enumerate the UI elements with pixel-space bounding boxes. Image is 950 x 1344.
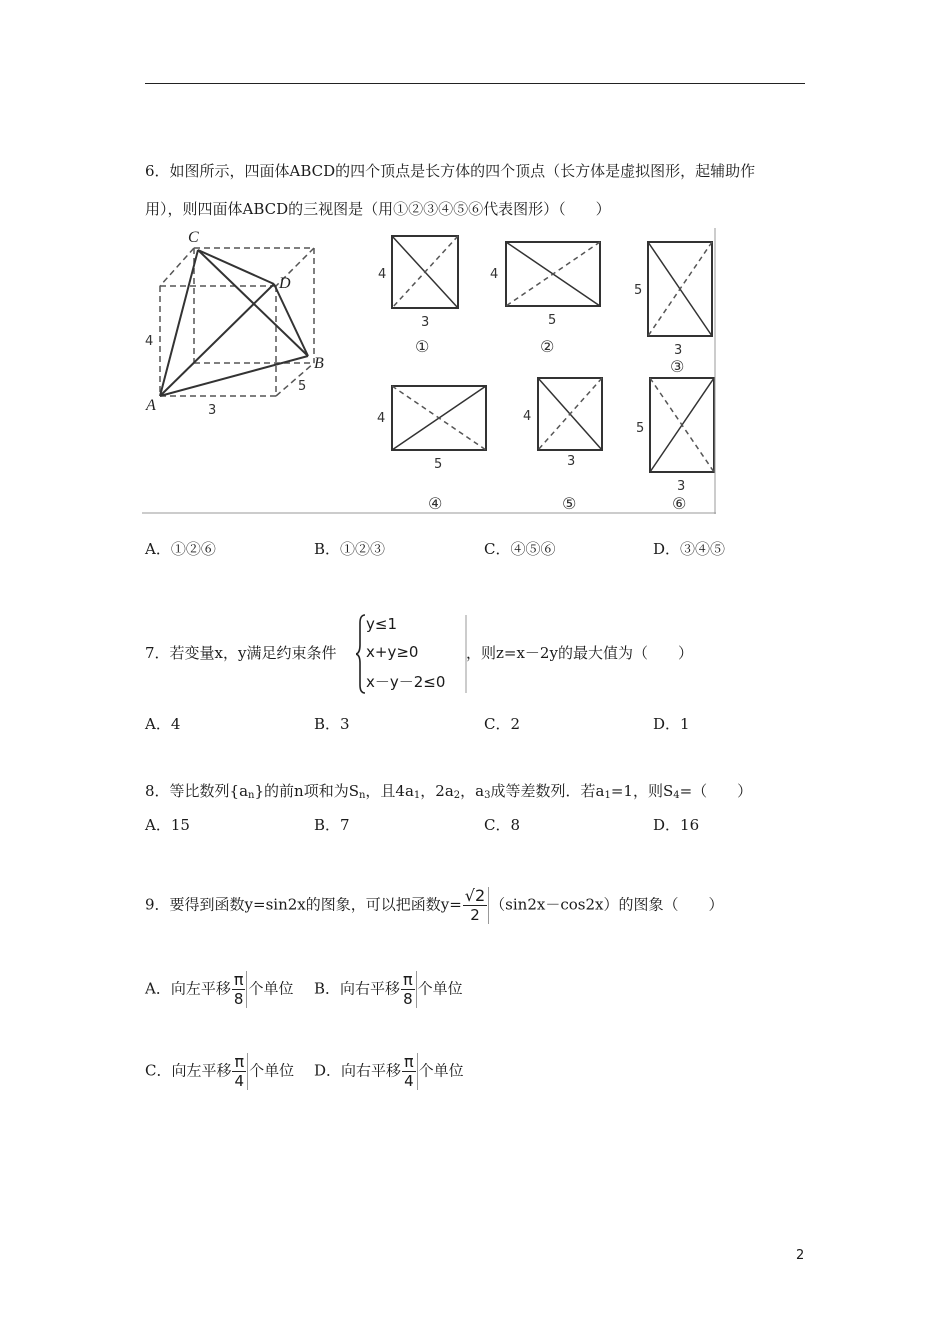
view-1-side: 4 [378,267,387,282]
q8-stem: 8．等比数列$\{a_n\}$的前n项和为$S_n$，且$4a_1$，$2a_2$，$a_3$成等差数列．若$a_1=1$，则$S_4=$（ ） [145,782,753,801]
q9-option-d[interactable]: D．向右平移 $\frac{\pi}{4}$ 个单位 [314,1052,464,1090]
view-3-bottom: 3 [674,343,683,358]
q6-figure [142,228,716,514]
q9-option-c[interactable]: C．向左平移 $\frac{\pi}{4}$ 个单位 [145,1052,295,1090]
q7-stem-prefix: 7．若变量x，y满足约束条件 [145,644,337,662]
view-3-number: ③ [670,357,685,376]
view-4 [377,386,486,513]
dim-label-width: 5 [298,379,307,394]
q9-option-a[interactable]: A．向左平移 $\frac{\pi}{8}$ 个单位 [145,970,294,1008]
vertex-label-c: C [188,229,199,246]
view-3-side: 5 [634,283,643,298]
view-2-bottom: 5 [548,313,557,328]
q9-fraction: $\frac{√2}{2}$ [463,887,489,924]
view-6 [636,378,714,513]
constraint-3: x－y－2≤0 [366,673,446,691]
q7-stem-suffix: ，则z=x－2y的最大值为（ ） [466,644,693,662]
view-1-number: ① [415,337,430,356]
view-2 [490,242,600,356]
dim-label-length: 3 [208,403,217,418]
view-5-side: 4 [523,409,532,424]
q8-option-b[interactable]: B．7 [314,816,350,834]
view-6-side: 5 [636,421,645,436]
q6-stem-line1: 6．如图所示，四面体ABCD的四个顶点是长方体的四个顶点（长方体是虚拟图形，起辅助作 [145,162,756,180]
view-4-number: ④ [428,494,443,513]
view-1 [378,236,458,356]
vertex-label-d: D [279,275,291,292]
q6-option-d[interactable]: D．③④⑤ [653,540,726,558]
view-5-number: ⑤ [562,494,577,513]
vertex-label-b: B [314,355,324,372]
q9-option-b[interactable]: B．向右平移 $\frac{\pi}{8}$ 个单位 [314,970,463,1008]
view-5 [523,378,602,513]
constraint-1: y≤1 [366,615,397,633]
q7-constraint-system [356,613,468,695]
tetrahedron-edges [160,250,308,396]
view-2-number: ② [540,337,555,356]
q7-option-d[interactable]: D．1 [653,715,690,733]
view-4-side: 4 [377,411,386,426]
view-4-bottom: 5 [434,457,443,472]
q8-option-d[interactable]: D．16 [653,816,700,834]
constraint-2: x+y≥0 [366,643,419,661]
dim-label-height: 4 [145,334,154,349]
q8-option-a[interactable]: A．15 [145,816,190,834]
header-rule [145,83,805,84]
page-number: 2 [796,1248,805,1263]
q9-stem: 9．要得到函数y=sin2x的图象，可以把函数y= $\frac{√2}{2}$ （sin2x－cos2x）的图象（ ） [145,886,724,924]
view-1-bottom: 3 [421,315,430,330]
q6-option-c[interactable]: C．④⑤⑥ [484,540,556,558]
q7-option-c[interactable]: C．2 [484,715,521,733]
q7-option-b[interactable]: B．3 [314,715,350,733]
q7-option-a[interactable]: A．4 [145,715,181,733]
view-2-side: 4 [490,267,499,282]
vertex-label-a: A [146,397,156,414]
view-6-bottom: 3 [677,479,686,494]
q6-option-a[interactable]: A．①②⑥ [145,540,216,558]
q6-option-b[interactable]: B．①②③ [314,540,386,558]
q6-stem-line2: 用），则四面体ABCD的三视图是（用①②③④⑤⑥代表图形）（ ） [145,200,611,218]
view-5-bottom: 3 [567,454,576,469]
q8-option-c[interactable]: C．8 [484,816,521,834]
view-3 [634,242,712,376]
view-6-number: ⑥ [672,494,687,513]
